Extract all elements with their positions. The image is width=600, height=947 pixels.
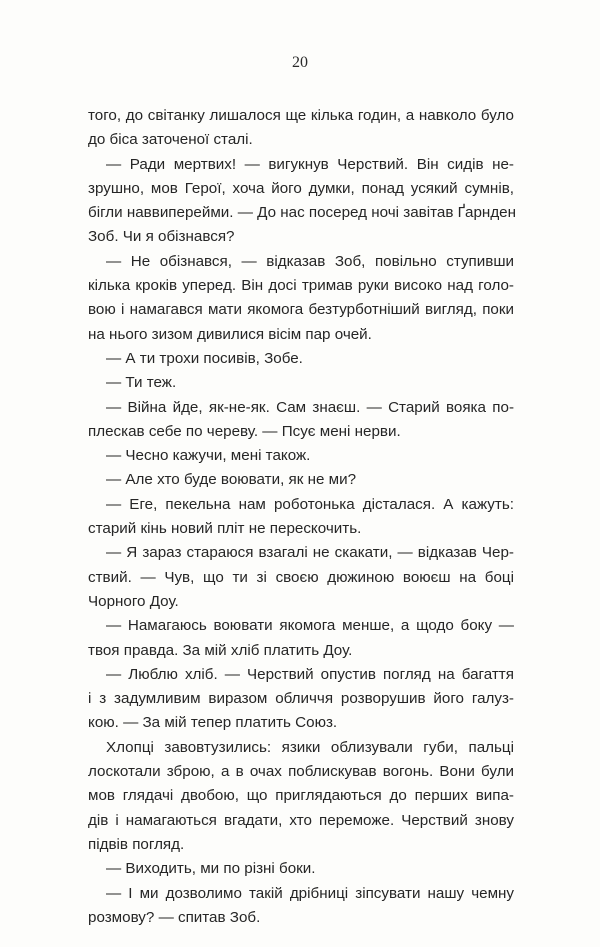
- body-text: [88, 104, 517, 930]
- text-line: ствий. — Чув, що ти зі своєю дюжиною воюєш на боці: [88, 568, 514, 586]
- text-line: дів і намагаються вгадати, хто переможе. Черствий знову: [88, 811, 514, 829]
- text-line: лоскотали зброю, а в очах поблискував вогонь. Вони були: [88, 763, 514, 781]
- text-line: — Намагаюсь воювати якомога менше, а щодо боку —: [106, 617, 514, 635]
- text-line: вою і намагався мати якомога безтурботніший вигляд, поки: [88, 301, 514, 319]
- text-line: — І ми дозволимо такій дрібниці зіпсувати нашу чемну: [106, 884, 514, 902]
- text-line: кою. — За мій тепер платить Союз.: [88, 714, 338, 732]
- text-line: Чорного Доу.: [88, 592, 179, 610]
- text-line: — Ти теж.: [106, 374, 177, 392]
- text-line: бігли наввиперейми. — До нас посеред ночі завітав Ґарнден: [88, 204, 517, 222]
- text-line: розмову? — спитав Зоб.: [88, 908, 261, 926]
- text-line: підвів погляд.: [88, 835, 185, 853]
- text-line: — Ради мертвих! — вигукнув Черствий. Він сидів не-: [106, 155, 514, 173]
- text-line: твоя правда. За мій хліб платить Доу.: [88, 641, 353, 659]
- text-line: — Виходить, ми по різні боки.: [106, 860, 316, 878]
- text-line: зрушно, мов Герої, хоча його думки, понад усякий сумнів,: [88, 179, 514, 197]
- text-line: плескав себе по череву. — Псує мені нерви.: [88, 422, 401, 440]
- text-line: — Еге, пекельна нам роботонька дісталася. А кажуть:: [106, 495, 514, 513]
- text-line: Хлопці завовтузились: язики облизували губи, пальці: [106, 738, 514, 756]
- text-line: — Війна йде, як-не-як. Сам знаєш. — Старий вояка по-: [106, 398, 514, 416]
- text-line: мов глядачі двобою, що приглядаються до перших випа-: [88, 787, 514, 805]
- page-number: 20: [292, 54, 308, 71]
- text-line: того, до світанку лишалося ще кілька годин, а навколо було: [88, 107, 514, 124]
- text-line: на нього зизом дивилися вісім пар очей.: [88, 325, 372, 343]
- text-line: — Не обізнався, — відказав Зоб, повільно ступивши: [106, 252, 514, 270]
- text-line: — А ти трохи посивів, Зобе.: [106, 349, 303, 367]
- text-line: старий кінь новий пліт не перескочить.: [88, 520, 362, 538]
- text-line: до біса заточеної сталі.: [88, 131, 253, 149]
- text-line: — Люблю хліб. — Черствий опустив погляд на багаття: [106, 665, 514, 683]
- text-line: кілька кроків уперед. Він досі тримав руки високо над голо-: [88, 277, 514, 295]
- text-line: і з задумливим виразом обличчя розворушив його галуз-: [88, 690, 514, 708]
- text-line: Зоб. Чи я обізнався?: [88, 228, 235, 246]
- text-line: — Чесно кажучи, мені також.: [106, 447, 311, 465]
- text-line: — Але хто буде воювати, як не ми?: [106, 471, 357, 489]
- text-line: — Я зараз стараюся взагалі не скакати, — відказав Чер-: [106, 544, 514, 562]
